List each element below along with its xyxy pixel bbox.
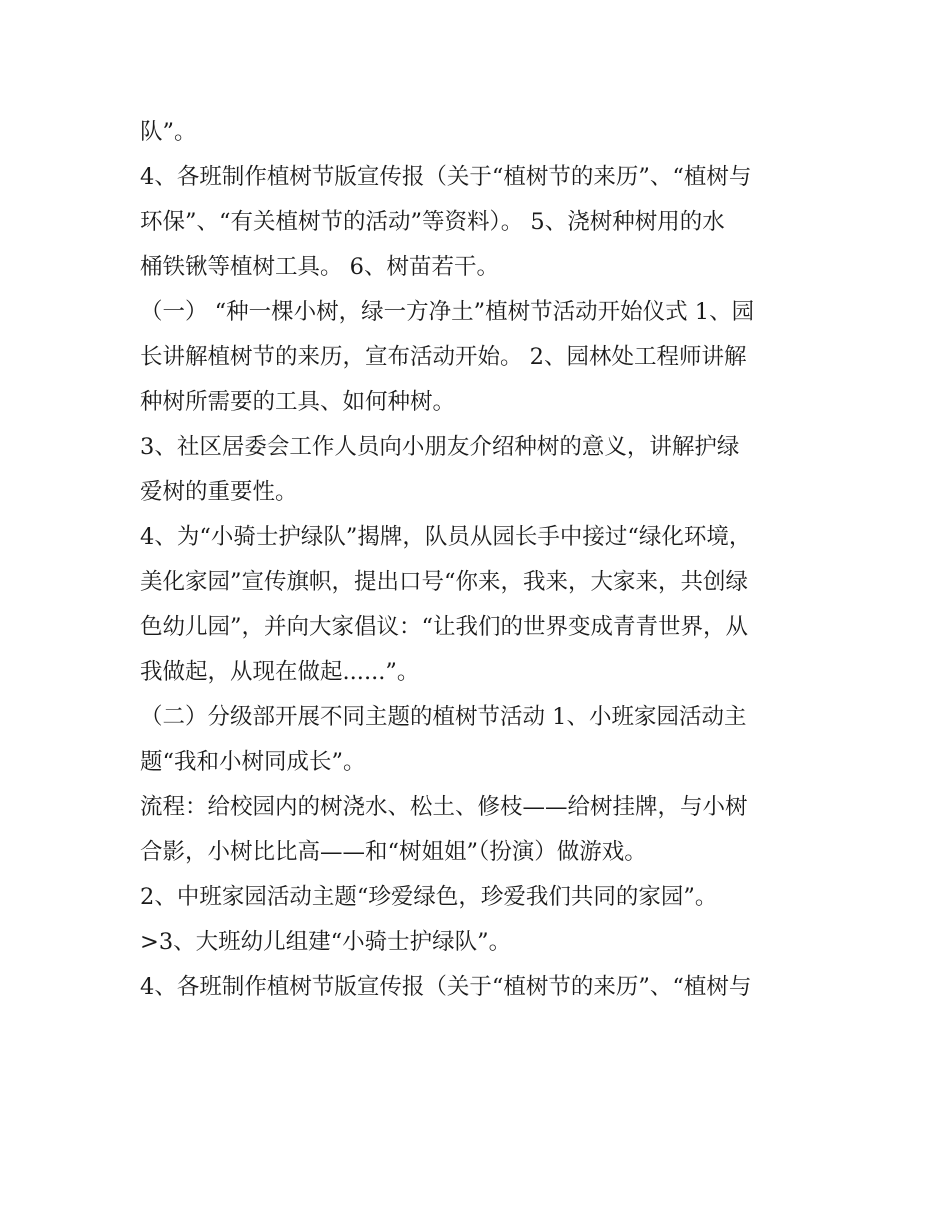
text-line: 题“我和小树同成长”。 — [140, 749, 366, 775]
text-line: 种树所需要的工具、如何种树。 — [140, 389, 456, 415]
text-line: 合影，小树比比高——和“树姐姐”（扮演）做游戏。 — [140, 839, 647, 865]
document-body — [140, 110, 820, 1010]
text-line: 爱树的重要性。 — [140, 479, 298, 505]
text-line: 美化家园”宣传旗帜，提出口号“你来，我来，大家来，共创绿 — [140, 569, 749, 595]
text-line: 我做起，从现在做起......”。 — [140, 659, 420, 685]
text-line: 桶铁锹等植树工具。 6、树苗若干。 — [140, 254, 499, 280]
text-line: 3、社区居委会工作人员向小朋友介绍种树的意义，讲解护绿 — [140, 434, 740, 460]
text-line: （二）分级部开展不同主题的植树节活动 1、小班家园活动主 — [140, 704, 747, 730]
text-line: >3、大班幼儿组建“小骑士护绿队”。 — [140, 929, 512, 955]
text-line: 环保”、“有关植树节的活动”等资料）。 5、浇树种树用的水 — [140, 209, 725, 235]
text-line: 长讲解植树节的来历，宣布活动开始。 2、园林处工程师讲解 — [140, 344, 747, 370]
text-line: 4、各班制作植树节版宣传报（关于“植树节的来历”、“植树与 — [140, 164, 752, 190]
text-line: 流程：给校园内的树浇水、松土、修枝——给树挂牌，与小树 — [140, 794, 748, 820]
text-line: 4、为“小骑士护绿队”揭牌，队员从园长手中接过“绿化环境， — [140, 524, 752, 550]
text-line: 队”。 — [140, 119, 197, 145]
text-line: （一） “种一棵小树，绿一方净土”植树节活动开始仪式 1、园 — [140, 299, 755, 325]
text-line: 2、中班家园活动主题“珍爱绿色，珍爱我们共同的家园”。 — [140, 884, 718, 910]
text-line: 4、各班制作植树节版宣传报（关于“植树节的来历”、“植树与 — [140, 974, 752, 1000]
text-line: 色幼儿园”，并向大家倡议：“让我们的世界变成青青世界，从 — [140, 614, 749, 640]
